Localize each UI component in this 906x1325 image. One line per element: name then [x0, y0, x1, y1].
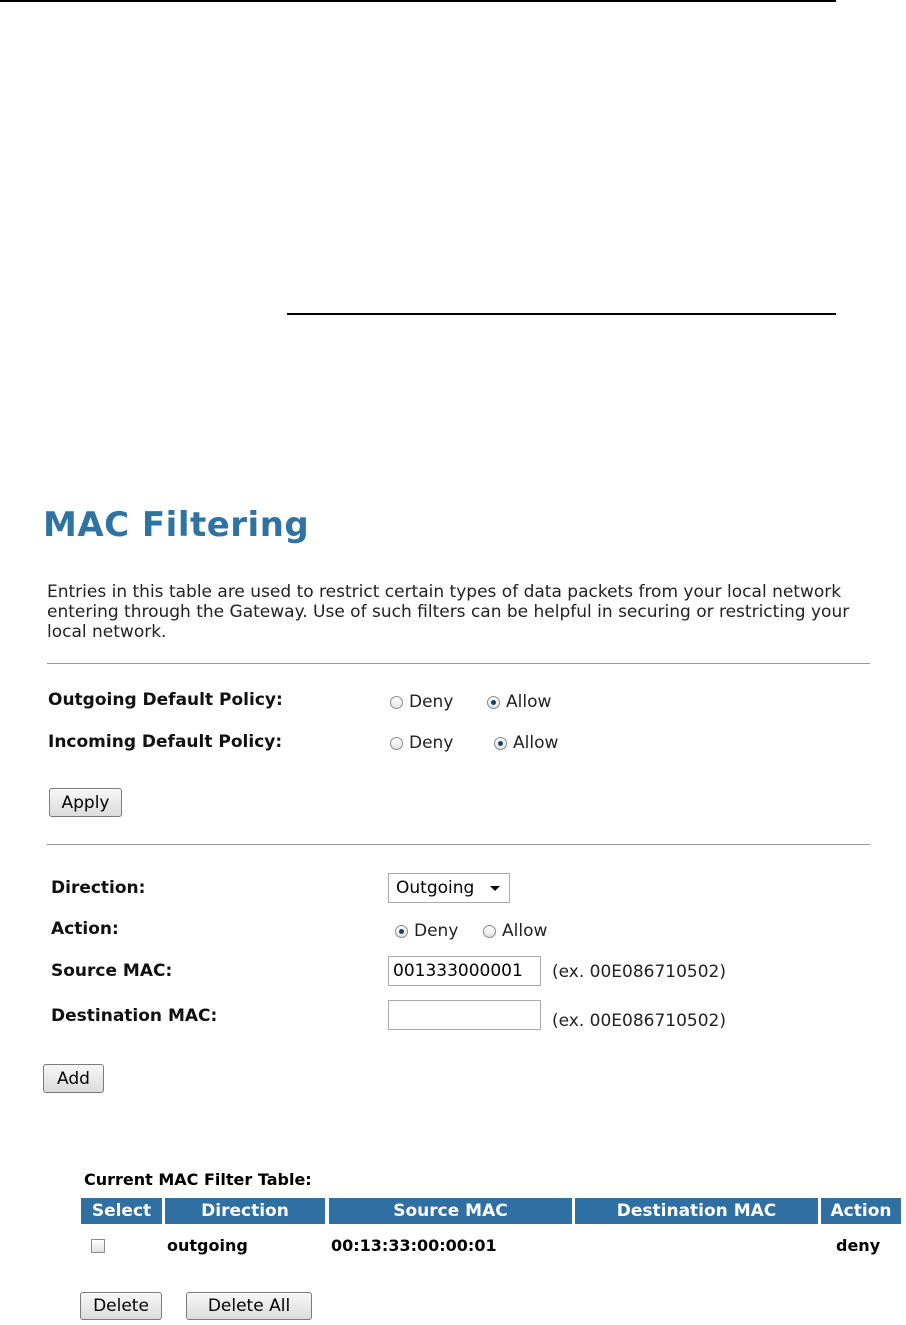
delete-button[interactable]: Delete [80, 1292, 162, 1320]
outgoing-policy-label: Outgoing Default Policy: [48, 690, 283, 710]
column-header-select: Select [81, 1198, 162, 1224]
direction-select[interactable] [388, 873, 510, 903]
outgoing-allow-radio[interactable] [487, 696, 500, 709]
row-direction: outgoing [167, 1236, 248, 1255]
source-mac-hint: (ex. 00E086710502) [552, 962, 727, 982]
action-deny-option[interactable] [395, 921, 458, 941]
action-allow-label: Allow [502, 921, 548, 941]
destination-mac-hint: (ex. 00E086710502) [552, 1011, 727, 1031]
column-header-destination-mac: Destination MAC [575, 1198, 818, 1224]
middle-rule [287, 313, 836, 315]
outgoing-allow-label: Allow [506, 692, 552, 712]
row-select-checkbox[interactable] [91, 1239, 105, 1253]
divider [47, 663, 870, 664]
top-rule [0, 0, 836, 2]
filter-table-caption: Current MAC Filter Table: [84, 1170, 312, 1189]
action-label: Action: [51, 919, 119, 939]
incoming-deny-option[interactable] [390, 733, 453, 753]
row-action: deny [836, 1236, 881, 1255]
column-header-action: Action [821, 1198, 901, 1224]
destination-mac-label: Destination MAC: [51, 1006, 218, 1026]
source-mac-label: Source MAC: [51, 961, 173, 981]
divider [47, 844, 870, 845]
incoming-policy-label: Incoming Default Policy: [48, 732, 283, 752]
action-deny-label: Deny [414, 921, 459, 941]
delete-all-button[interactable]: Delete All [186, 1292, 312, 1320]
action-deny-radio[interactable] [395, 925, 408, 938]
column-header-source-mac: Source MAC [329, 1198, 572, 1224]
page-title: MAC Filtering [43, 505, 310, 545]
incoming-deny-radio[interactable] [390, 737, 403, 750]
page-description: Entries in this table are used to restrict certain types of data packets from your local network entering through the Gateway. Use of such filters can be helpful in securing or restricting your local network. [47, 582, 850, 642]
incoming-allow-label: Allow [513, 733, 559, 753]
action-allow-radio[interactable] [483, 925, 496, 938]
chevron-down-icon [490, 886, 500, 891]
outgoing-deny-radio[interactable] [390, 696, 403, 709]
column-header-direction: Direction [165, 1198, 325, 1224]
action-allow-option[interactable] [483, 921, 547, 941]
outgoing-deny-option[interactable] [390, 692, 453, 712]
source-mac-input[interactable]: 001333000001 [388, 956, 541, 986]
row-source-mac: 00:13:33:00:00:01 [331, 1236, 497, 1255]
incoming-deny-label: Deny [409, 733, 454, 753]
outgoing-deny-label: Deny [409, 692, 454, 712]
direction-label: Direction: [51, 878, 146, 898]
add-button[interactable]: Add [43, 1064, 104, 1093]
incoming-allow-option[interactable] [494, 733, 558, 753]
apply-button[interactable]: Apply [49, 788, 122, 817]
incoming-allow-radio[interactable] [494, 737, 507, 750]
destination-mac-input[interactable] [388, 1000, 541, 1030]
outgoing-allow-option[interactable] [487, 692, 551, 712]
direction-select-value: Outgoing [396, 878, 475, 898]
